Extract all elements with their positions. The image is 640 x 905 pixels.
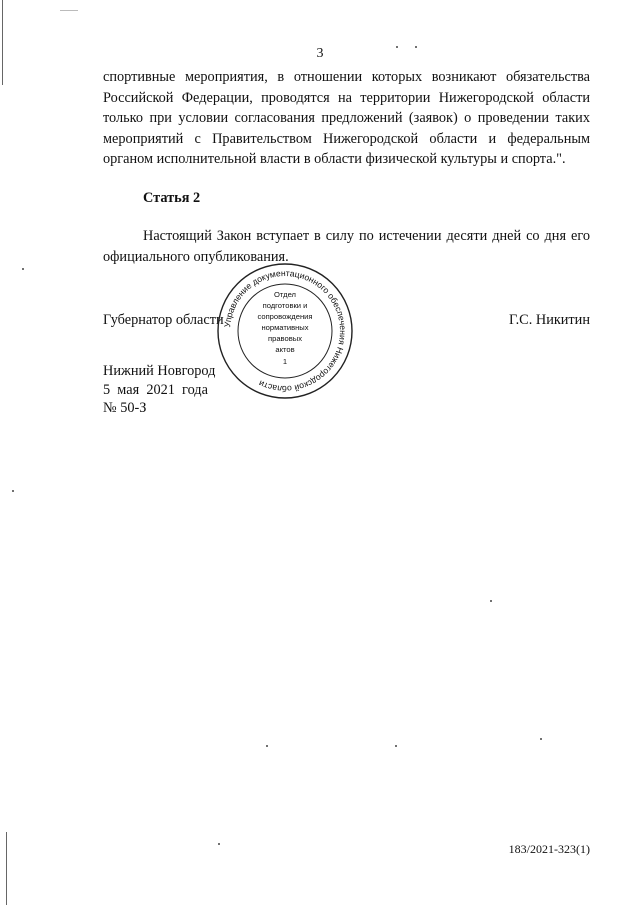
stamp-center-line: Отдел [274, 290, 296, 299]
stamp-center-line: подготовки и [262, 301, 308, 310]
city: Нижний Новгород [103, 363, 216, 379]
signatory-name: Г.С. Никитин [508, 312, 590, 328]
scan-speck [266, 745, 268, 747]
scan-edge-left-bottom [6, 832, 7, 905]
scan-speck [395, 745, 397, 747]
scan-edge-top [60, 10, 78, 11]
signatory-title: Губернатор области [103, 312, 224, 328]
law-number: № 50-З [103, 400, 147, 417]
stamp-ring-text: Управление документационного обеспечения Нижегородской области [222, 267, 349, 395]
stamp-center-line: сопровождения [257, 312, 313, 321]
body-paragraph-1: спортивные мероприятия, в отношении которых возникают обязательства Российской Федерации, проводятся на территории Нижегородской области только при условии согласования предложений (заявок) о проведении таких мероприятий с Правительством Нижегородской области и федеральным органом исполнительной власти в области физической культуры и спорта.". [103, 69, 590, 168]
stamp-center-line: нормативных [261, 323, 309, 332]
place-date-block [103, 362, 215, 418]
law-date: 5 мая 2021 года [103, 381, 208, 398]
scan-speck [12, 490, 14, 492]
document-id: 183/2021-323(1) [508, 842, 590, 856]
body-paragraph-2: Настоящий Закон вступает в силу по истечении десяти дней со дня его официального опубликования. [103, 228, 590, 265]
scan-speck [218, 843, 220, 845]
stamp-center-line: актов [275, 345, 295, 354]
scan-speck [22, 268, 24, 270]
stamp-center-line: правовых [267, 334, 303, 343]
scan-edge-left-top [2, 0, 3, 85]
scan-speck [490, 600, 492, 602]
article-heading: Статья 2 [143, 190, 201, 206]
page-number: 3 [316, 46, 324, 61]
scan-speck [540, 738, 542, 740]
stamp-number: 1 [282, 357, 288, 366]
official-stamp [215, 261, 355, 401]
